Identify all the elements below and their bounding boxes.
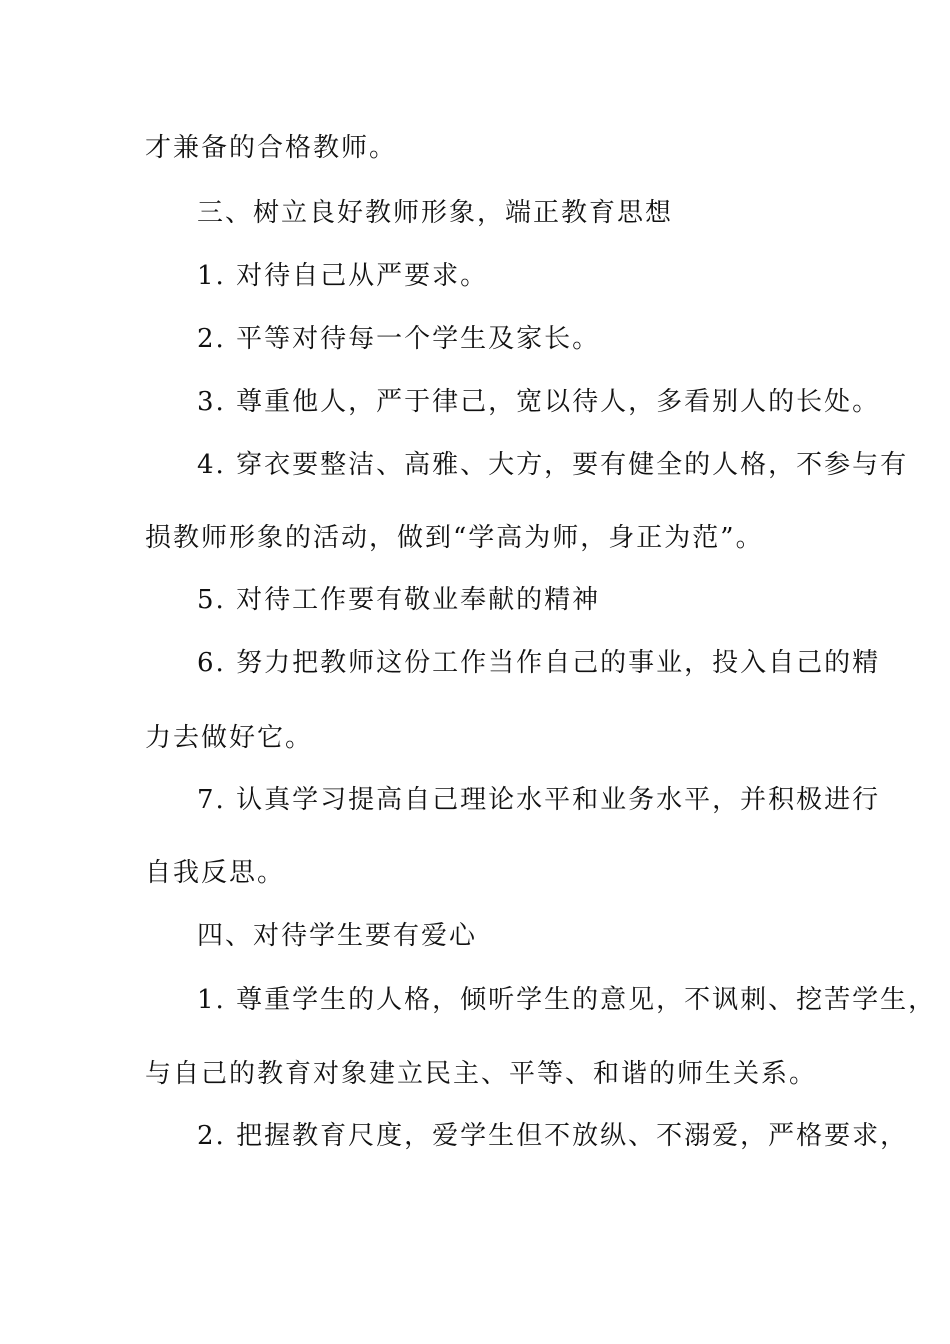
section-heading: 三、树立良好教师形象，端正教育思想 (197, 198, 674, 228)
list-item: 1. 尊重学生的人格，倾听学生的意见，不讽刺、挖苦学生， (197, 985, 937, 1015)
paragraph-line: 才兼备的合格教师。 (145, 133, 398, 163)
list-item: 7. 认真学习提高自己理论水平和业务水平，并积极进行 (197, 785, 881, 815)
list-item: 6. 努力把教师这份工作当作自己的事业，投入自己的精 (197, 648, 881, 678)
list-item: 5. 对待工作要有敬业奉献的精神 (197, 585, 601, 615)
list-item-continuation: 力去做好它。 (145, 723, 314, 753)
list-item: 1. 对待自己从严要求。 (197, 261, 489, 291)
section-heading: 四、对待学生要有爱心 (197, 921, 478, 951)
list-item: 2. 平等对待每一个学生及家长。 (197, 324, 601, 354)
list-item-continuation: 自我反思。 (145, 858, 286, 888)
list-item: 4. 穿衣要整洁、高雅、大方，要有健全的人格，不参与有 (197, 450, 909, 480)
list-item-continuation: 损教师形象的活动，做到“学高为师，身正为范”。 (145, 523, 764, 553)
list-item: 2. 把握教育尺度，爱学生但不放纵、不溺爱，严格要求， (197, 1121, 909, 1151)
list-item: 3. 尊重他人，严于律己，宽以待人，多看别人的长处。 (197, 387, 881, 417)
list-item-continuation: 与自己的教育对象建立民主、平等、和谐的师生关系。 (145, 1059, 818, 1089)
